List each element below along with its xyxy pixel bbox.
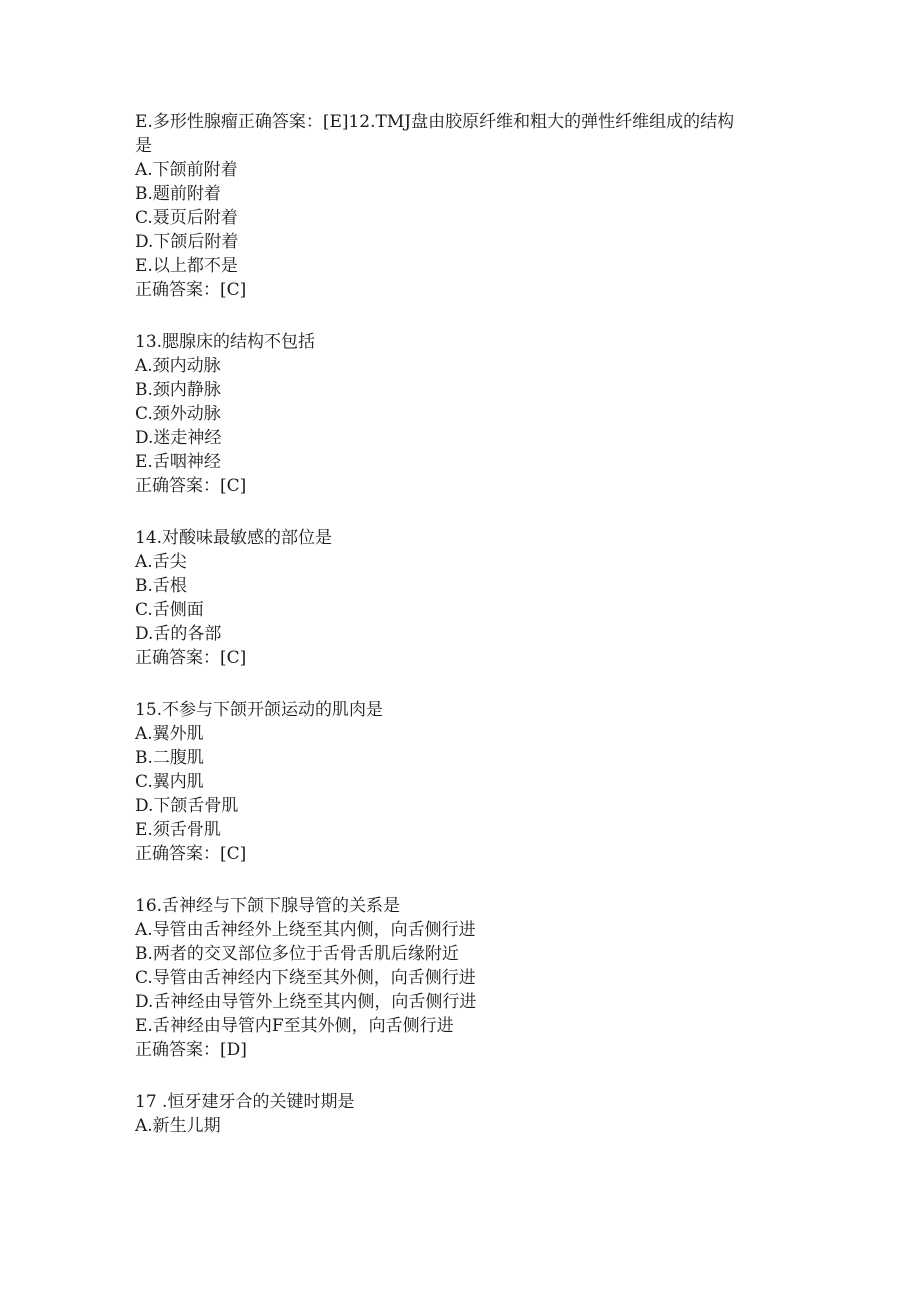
text-line: 是 xyxy=(135,136,152,156)
option-d: D.迷走神经 xyxy=(135,428,222,448)
option-d: D.下颌舌骨肌 xyxy=(135,796,239,816)
option-c: C.导管由舌神经内下绕至其外侧，向舌侧行进 xyxy=(135,968,476,988)
answer-line: 正确答案：[C] xyxy=(135,280,247,300)
option-a: A.新生儿期 xyxy=(135,1116,221,1136)
option-a: A.下颌前附着 xyxy=(135,160,238,180)
answer-line: 正确答案：[C] xyxy=(135,648,247,668)
question-title: 17 .恒牙建牙合的关键时期是 xyxy=(135,1092,355,1112)
question-13-block xyxy=(135,330,805,498)
question-title: 13.腮腺床的结构不包括 xyxy=(135,332,316,352)
option-a: A.舌尖 xyxy=(135,552,187,572)
question-16-block xyxy=(135,894,805,1062)
option-b: B.舌根 xyxy=(135,576,187,596)
option-a: A.翼外肌 xyxy=(135,724,204,744)
answer-line: 正确答案：[D] xyxy=(135,1040,247,1060)
option-e: E.须舌骨肌 xyxy=(135,820,221,840)
option-d: D.舌神经由导管外上绕至其内侧，向舌侧行进 xyxy=(135,992,477,1012)
question-title: 15.不参与下颌开颌运动的肌肉是 xyxy=(135,700,384,720)
option-c: C.舌侧面 xyxy=(135,600,204,620)
option-a: A.导管由舌神经外上绕至其内侧，向舌侧行进 xyxy=(135,920,476,940)
question-12-block xyxy=(135,110,805,302)
option-a: A.颈内动脉 xyxy=(135,356,221,376)
option-d: D.舌的各部 xyxy=(135,624,222,644)
option-d: D.下颌后附着 xyxy=(135,232,239,252)
text-line: E.多形性腺瘤正确答案：[E]12.TMJ盘由胶原纤维和粗大的弹性纤维组成的结构 xyxy=(135,112,735,132)
option-e: E.以上都不是 xyxy=(135,256,238,276)
option-c: C.颈外动脉 xyxy=(135,404,221,424)
question-14-block xyxy=(135,526,805,670)
question-title: 16.舌神经与下颌下腺导管的关系是 xyxy=(135,896,401,916)
option-e: E.舌咽神经 xyxy=(135,452,221,472)
question-title: 14.对酸味最敏感的部位是 xyxy=(135,528,333,548)
question-17-block xyxy=(135,1090,805,1138)
option-b: B.颈内静脉 xyxy=(135,380,221,400)
document-page xyxy=(135,110,805,1166)
option-b: B.二腹肌 xyxy=(135,748,204,768)
question-15-block xyxy=(135,698,805,866)
option-c: C.聂页后附着 xyxy=(135,208,238,228)
option-b: B.题前附着 xyxy=(135,184,221,204)
answer-line: 正确答案：[C] xyxy=(135,844,247,864)
option-c: C.翼内肌 xyxy=(135,772,204,792)
option-e: E.舌神经由导管内F至其外侧，向舌侧行进 xyxy=(135,1016,454,1036)
option-b: B.两者的交叉部位多位于舌骨舌肌后缘附近 xyxy=(135,944,459,964)
answer-line: 正确答案：[C] xyxy=(135,476,247,496)
